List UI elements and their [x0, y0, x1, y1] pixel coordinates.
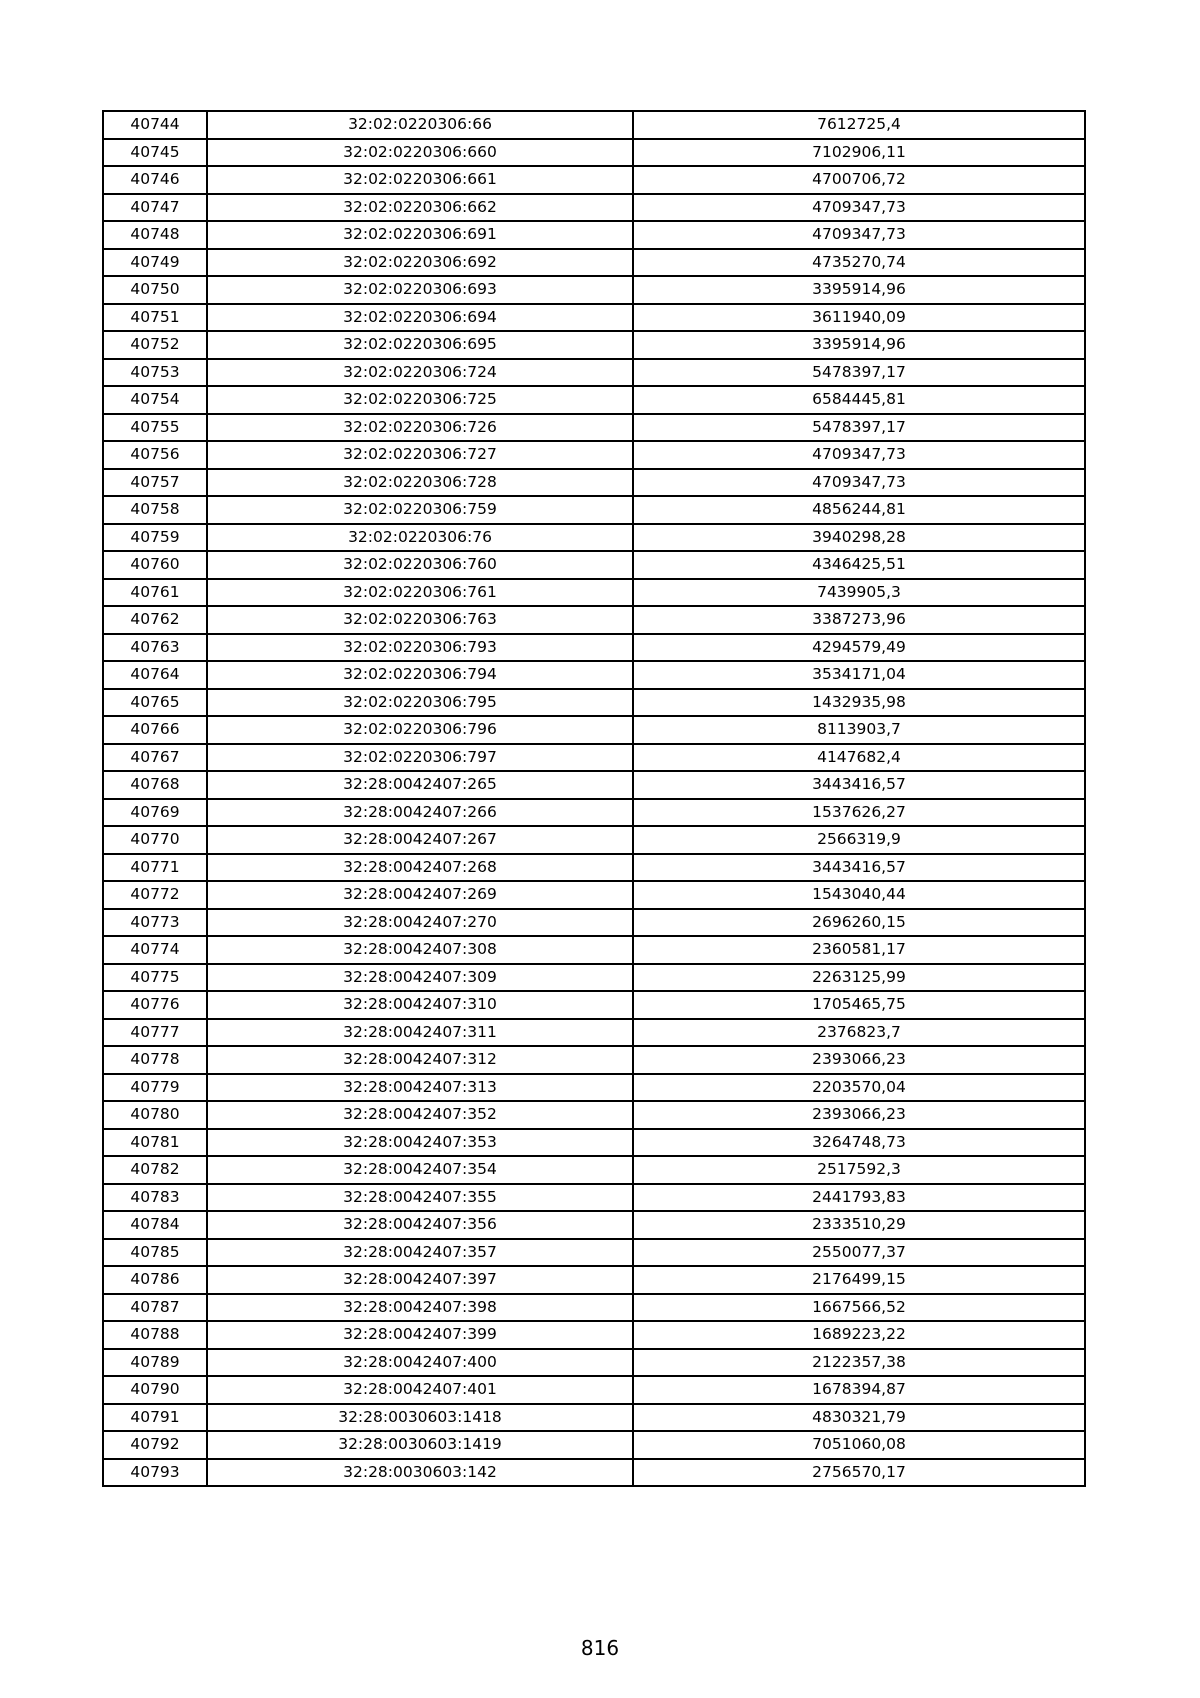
- cadastral-number-cell: 32:28:0042407:398: [207, 1294, 633, 1322]
- table-row: [103, 1074, 1085, 1102]
- cadastral-number-cell: 32:02:0220306:692: [207, 249, 633, 277]
- cadastral-value-cell: 7439905,3: [633, 579, 1085, 607]
- row-number-cell: 40754: [103, 386, 207, 414]
- cadastral-value-cell: 2333510,29: [633, 1211, 1085, 1239]
- table-row: [103, 469, 1085, 497]
- table-row: [103, 606, 1085, 634]
- table-row: [103, 661, 1085, 689]
- row-number-cell: 40779: [103, 1074, 207, 1102]
- row-number-cell: 40783: [103, 1184, 207, 1212]
- cadastral-number-cell: 32:28:0042407:266: [207, 799, 633, 827]
- cadastral-value-cell: 2203570,04: [633, 1074, 1085, 1102]
- cadastral-number-cell: 32:02:0220306:727: [207, 441, 633, 469]
- cadastral-number-cell: 32:02:0220306:694: [207, 304, 633, 332]
- table-row: [103, 826, 1085, 854]
- cadastral-value-cell: 1543040,44: [633, 881, 1085, 909]
- cadastral-value-cell: 4709347,73: [633, 469, 1085, 497]
- table-row: [103, 1376, 1085, 1404]
- row-number-cell: 40756: [103, 441, 207, 469]
- table-row: [103, 1101, 1085, 1129]
- cadastral-number-cell: 32:02:0220306:725: [207, 386, 633, 414]
- row-number-cell: 40780: [103, 1101, 207, 1129]
- cadastral-value-cell: 4709347,73: [633, 441, 1085, 469]
- table-row: [103, 551, 1085, 579]
- cadastral-number-cell: 32:28:0042407:352: [207, 1101, 633, 1129]
- cadastral-number-cell: 32:02:0220306:691: [207, 221, 633, 249]
- row-number-cell: 40758: [103, 496, 207, 524]
- cadastral-value-cell: 1678394,87: [633, 1376, 1085, 1404]
- cadastral-number-cell: 32:28:0042407:353: [207, 1129, 633, 1157]
- table-row: [103, 579, 1085, 607]
- row-number-cell: 40759: [103, 524, 207, 552]
- row-number-cell: 40746: [103, 166, 207, 194]
- table-row: [103, 1046, 1085, 1074]
- table-row: [103, 331, 1085, 359]
- row-number-cell: 40792: [103, 1431, 207, 1459]
- cadastral-number-cell: 32:02:0220306:693: [207, 276, 633, 304]
- cadastral-value-cell: 2122357,38: [633, 1349, 1085, 1377]
- cadastral-number-cell: 32:28:0042407:357: [207, 1239, 633, 1267]
- table-row: [103, 1019, 1085, 1047]
- table-row: [103, 166, 1085, 194]
- cadastral-number-cell: 32:28:0042407:355: [207, 1184, 633, 1212]
- row-number-cell: 40775: [103, 964, 207, 992]
- table-row: [103, 854, 1085, 882]
- table-row: [103, 1156, 1085, 1184]
- table-row: [103, 1211, 1085, 1239]
- cadastral-number-cell: 32:02:0220306:760: [207, 551, 633, 579]
- cadastral-value-cell: 2441793,83: [633, 1184, 1085, 1212]
- row-number-cell: 40790: [103, 1376, 207, 1404]
- row-number-cell: 40748: [103, 221, 207, 249]
- row-number-cell: 40772: [103, 881, 207, 909]
- table-row: [103, 194, 1085, 222]
- row-number-cell: 40749: [103, 249, 207, 277]
- row-number-cell: 40769: [103, 799, 207, 827]
- row-number-cell: 40755: [103, 414, 207, 442]
- cadastral-number-cell: 32:28:0042407:399: [207, 1321, 633, 1349]
- row-number-cell: 40751: [103, 304, 207, 332]
- table-row: [103, 276, 1085, 304]
- table-row: [103, 1459, 1085, 1487]
- cadastral-number-cell: 32:02:0220306:66: [207, 111, 633, 139]
- cadastral-number-cell: 32:28:0042407:268: [207, 854, 633, 882]
- cadastral-value-cell: 7051060,08: [633, 1431, 1085, 1459]
- row-number-cell: 40791: [103, 1404, 207, 1432]
- row-number-cell: 40789: [103, 1349, 207, 1377]
- table-row: [103, 1129, 1085, 1157]
- cadastral-value-cell: 3395914,96: [633, 276, 1085, 304]
- cadastral-value-cell: 3443416,57: [633, 854, 1085, 882]
- table-row: [103, 964, 1085, 992]
- cadastral-value-cell: 4735270,74: [633, 249, 1085, 277]
- row-number-cell: 40745: [103, 139, 207, 167]
- table-row: [103, 1266, 1085, 1294]
- cadastral-number-cell: 32:02:0220306:76: [207, 524, 633, 552]
- table-row: [103, 1349, 1085, 1377]
- row-number-cell: 40774: [103, 936, 207, 964]
- table-row: [103, 1321, 1085, 1349]
- cadastral-number-cell: 32:02:0220306:662: [207, 194, 633, 222]
- cadastral-value-cell: 3940298,28: [633, 524, 1085, 552]
- cadastral-number-cell: 32:02:0220306:728: [207, 469, 633, 497]
- table-row: [103, 744, 1085, 772]
- cadastral-value-cell: 4709347,73: [633, 194, 1085, 222]
- cadastral-value-cell: 5478397,17: [633, 414, 1085, 442]
- row-number-cell: 40768: [103, 771, 207, 799]
- table-row: [103, 1294, 1085, 1322]
- cadastral-number-cell: 32:02:0220306:793: [207, 634, 633, 662]
- row-number-cell: 40793: [103, 1459, 207, 1487]
- cadastral-value-cell: 7612725,4: [633, 111, 1085, 139]
- cadastral-number-cell: 32:02:0220306:759: [207, 496, 633, 524]
- table-row: [103, 441, 1085, 469]
- page-number: 816: [580, 1636, 620, 1660]
- table-row: [103, 1404, 1085, 1432]
- cadastral-number-cell: 32:28:0042407:313: [207, 1074, 633, 1102]
- cadastral-number-cell: 32:28:0042407:354: [207, 1156, 633, 1184]
- table-row: [103, 496, 1085, 524]
- row-number-cell: 40747: [103, 194, 207, 222]
- cadastral-value-cell: 3387273,96: [633, 606, 1085, 634]
- cadastral-number-cell: 32:02:0220306:794: [207, 661, 633, 689]
- row-number-cell: 40761: [103, 579, 207, 607]
- cadastral-number-cell: 32:02:0220306:763: [207, 606, 633, 634]
- cadastral-value-cell: 1667566,52: [633, 1294, 1085, 1322]
- cadastral-number-cell: 32:02:0220306:724: [207, 359, 633, 387]
- row-number-cell: 40744: [103, 111, 207, 139]
- row-number-cell: 40760: [103, 551, 207, 579]
- cadastral-value-cell: 2393066,23: [633, 1046, 1085, 1074]
- table-row: [103, 936, 1085, 964]
- table-row: [103, 359, 1085, 387]
- cadastral-value-cell: 6584445,81: [633, 386, 1085, 414]
- row-number-cell: 40771: [103, 854, 207, 882]
- cadastral-number-cell: 32:28:0042407:311: [207, 1019, 633, 1047]
- cadastral-value-cell: 2696260,15: [633, 909, 1085, 937]
- row-number-cell: 40753: [103, 359, 207, 387]
- cadastral-value-cell: 3611940,09: [633, 304, 1085, 332]
- table-row: [103, 524, 1085, 552]
- table-row: [103, 634, 1085, 662]
- cadastral-value-cell: 2756570,17: [633, 1459, 1085, 1487]
- cadastral-number-cell: 32:28:0042407:400: [207, 1349, 633, 1377]
- table-row: [103, 689, 1085, 717]
- cadastral-number-cell: 32:28:0042407:397: [207, 1266, 633, 1294]
- cadastral-number-cell: 32:28:0042407:401: [207, 1376, 633, 1404]
- table-row: [103, 771, 1085, 799]
- row-number-cell: 40776: [103, 991, 207, 1019]
- cadastral-number-cell: 32:28:0030603:1419: [207, 1431, 633, 1459]
- cadastral-number-cell: 32:02:0220306:796: [207, 716, 633, 744]
- row-number-cell: 40786: [103, 1266, 207, 1294]
- row-number-cell: 40781: [103, 1129, 207, 1157]
- row-number-cell: 40762: [103, 606, 207, 634]
- cadastral-number-cell: 32:28:0042407:309: [207, 964, 633, 992]
- table-row: [103, 304, 1085, 332]
- cadastral-value-table: [102, 110, 1086, 1487]
- cadastral-number-cell: 32:28:0042407:310: [207, 991, 633, 1019]
- cadastral-value-cell: 4709347,73: [633, 221, 1085, 249]
- cadastral-value-cell: 2393066,23: [633, 1101, 1085, 1129]
- cadastral-value-cell: 4147682,4: [633, 744, 1085, 772]
- row-number-cell: 40757: [103, 469, 207, 497]
- row-number-cell: 40752: [103, 331, 207, 359]
- row-number-cell: 40764: [103, 661, 207, 689]
- table-row: [103, 799, 1085, 827]
- cadastral-value-cell: 8113903,7: [633, 716, 1085, 744]
- row-number-cell: 40770: [103, 826, 207, 854]
- cadastral-value-cell: 2360581,17: [633, 936, 1085, 964]
- cadastral-number-cell: 32:02:0220306:795: [207, 689, 633, 717]
- cadastral-value-cell: 2176499,15: [633, 1266, 1085, 1294]
- row-number-cell: 40788: [103, 1321, 207, 1349]
- cadastral-value-cell: 4700706,72: [633, 166, 1085, 194]
- cadastral-number-cell: 32:28:0042407:265: [207, 771, 633, 799]
- row-number-cell: 40785: [103, 1239, 207, 1267]
- table-row: [103, 1431, 1085, 1459]
- table-body: [103, 111, 1085, 1486]
- cadastral-number-cell: 32:28:0030603:142: [207, 1459, 633, 1487]
- cadastral-number-cell: 32:02:0220306:695: [207, 331, 633, 359]
- row-number-cell: 40766: [103, 716, 207, 744]
- cadastral-number-cell: 32:28:0042407:312: [207, 1046, 633, 1074]
- cadastral-number-cell: 32:02:0220306:761: [207, 579, 633, 607]
- cadastral-number-cell: 32:28:0030603:1418: [207, 1404, 633, 1432]
- cadastral-number-cell: 32:28:0042407:270: [207, 909, 633, 937]
- cadastral-number-cell: 32:28:0042407:308: [207, 936, 633, 964]
- cadastral-value-cell: 3395914,96: [633, 331, 1085, 359]
- table-row: [103, 139, 1085, 167]
- cadastral-number-cell: 32:28:0042407:356: [207, 1211, 633, 1239]
- row-number-cell: 40787: [103, 1294, 207, 1322]
- cadastral-value-cell: 1705465,75: [633, 991, 1085, 1019]
- cadastral-value-cell: 7102906,11: [633, 139, 1085, 167]
- cadastral-value-cell: 3443416,57: [633, 771, 1085, 799]
- cadastral-value-cell: 3264748,73: [633, 1129, 1085, 1157]
- row-number-cell: 40767: [103, 744, 207, 772]
- row-number-cell: 40765: [103, 689, 207, 717]
- table-row: [103, 881, 1085, 909]
- table-row: [103, 991, 1085, 1019]
- cadastral-value-cell: 2376823,7: [633, 1019, 1085, 1047]
- table-row: [103, 1239, 1085, 1267]
- cadastral-value-cell: 1689223,22: [633, 1321, 1085, 1349]
- row-number-cell: 40777: [103, 1019, 207, 1047]
- cadastral-value-cell: 2517592,3: [633, 1156, 1085, 1184]
- table-row: [103, 414, 1085, 442]
- table-row: [103, 909, 1085, 937]
- row-number-cell: 40750: [103, 276, 207, 304]
- cadastral-value-cell: 1537626,27: [633, 799, 1085, 827]
- row-number-cell: 40763: [103, 634, 207, 662]
- cadastral-value-cell: 5478397,17: [633, 359, 1085, 387]
- cadastral-number-cell: 32:28:0042407:269: [207, 881, 633, 909]
- cadastral-number-cell: 32:02:0220306:797: [207, 744, 633, 772]
- table-row: [103, 221, 1085, 249]
- cadastral-value-cell: 4830321,79: [633, 1404, 1085, 1432]
- cadastral-value-cell: 2263125,99: [633, 964, 1085, 992]
- cadastral-value-cell: 2566319,9: [633, 826, 1085, 854]
- cadastral-number-cell: 32:02:0220306:661: [207, 166, 633, 194]
- cadastral-value-cell: 4856244,81: [633, 496, 1085, 524]
- row-number-cell: 40782: [103, 1156, 207, 1184]
- table-row: [103, 249, 1085, 277]
- table-row: [103, 1184, 1085, 1212]
- cadastral-number-cell: 32:28:0042407:267: [207, 826, 633, 854]
- row-number-cell: 40778: [103, 1046, 207, 1074]
- cadastral-value-cell: 4294579,49: [633, 634, 1085, 662]
- row-number-cell: 40773: [103, 909, 207, 937]
- cadastral-number-cell: 32:02:0220306:660: [207, 139, 633, 167]
- cadastral-value-cell: 4346425,51: [633, 551, 1085, 579]
- cadastral-number-cell: 32:02:0220306:726: [207, 414, 633, 442]
- table-row: [103, 716, 1085, 744]
- table-row: [103, 386, 1085, 414]
- cadastral-value-cell: 1432935,98: [633, 689, 1085, 717]
- table-row: [103, 111, 1085, 139]
- row-number-cell: 40784: [103, 1211, 207, 1239]
- cadastral-value-cell: 2550077,37: [633, 1239, 1085, 1267]
- cadastral-value-cell: 3534171,04: [633, 661, 1085, 689]
